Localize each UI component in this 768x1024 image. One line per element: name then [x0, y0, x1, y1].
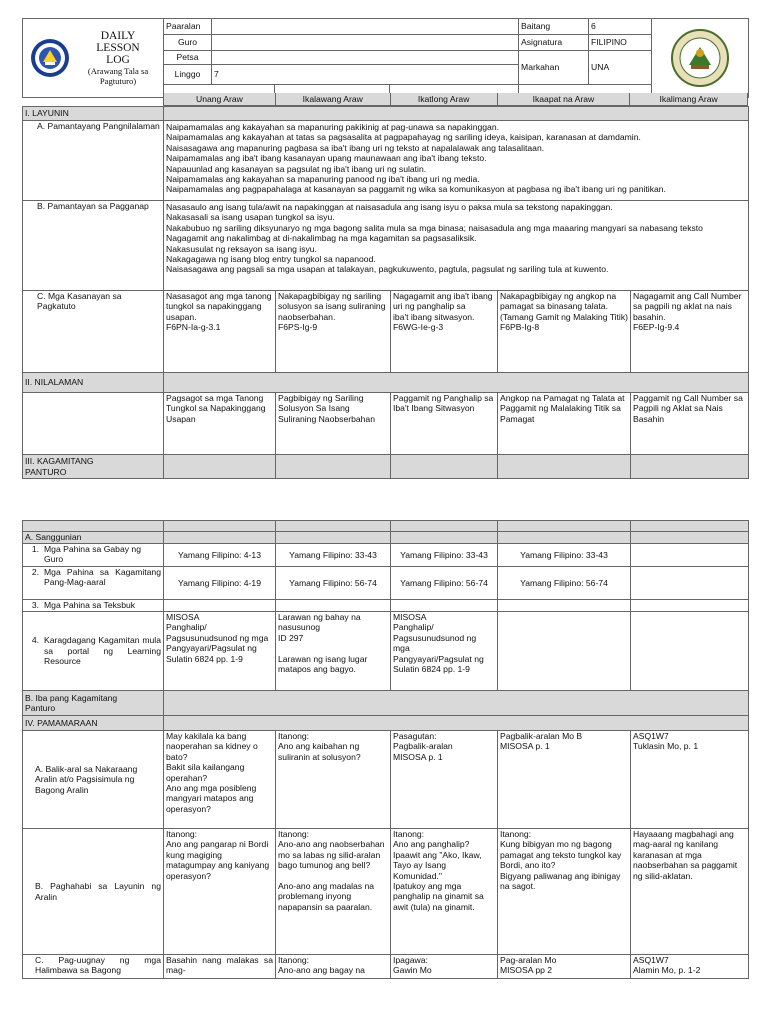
- balik-day2: Itanong: Ano ang kaibahan ng suliranin at solusyon?: [276, 731, 391, 829]
- pag-uugnay-day2: Itanong: Ano-ano ang bagay na: [276, 955, 391, 979]
- guro-value[interactable]: [212, 35, 519, 51]
- paaralan-label: Paaralan: [164, 19, 212, 35]
- kagamitan-day4: Yamang Filipino: 56-74: [498, 567, 631, 600]
- day-headers-overlay: [163, 93, 748, 106]
- kagamitan-day3: Yamang Filipino: 56-74: [391, 567, 498, 600]
- karagdagang-day2: Larawan ng bahay na nasusunog ID 297 Larawan ng isang lugar matapos ang bagyo.: [276, 612, 391, 691]
- day-col-3: Ikatlong Araw: [390, 93, 497, 105]
- paghahabi-day4: Itanong: Kung bibigyan mo ng bagong pamagat ang teksto tungkol kay Bordi, ano ito? Bigyang paliwanag ang ibinigay na sagot.: [498, 829, 631, 955]
- kagamitan-day2: Yamang Filipino: 56-74: [276, 567, 391, 600]
- pamantayang-label-cell: [23, 121, 164, 201]
- pagganap-text: Nasasaulo ang isang tula/awit na napakinggan at naisasadula ang isang isyu o paksa mula sa tekstong napakinggan. Nakasasali sa isang usapan tungkol sa isyu. Nakabubuo ng sariling diksyunaryo ng mga bagong salita mula sa mga binasa; naisasadula ang mga maaaring mangyari sa nabasang teksto Nagagamit ang nakalimbag at di-nakalimbag na mga kagamitan sa pagsasaliksik. Nakasusulat ng reksayon sa isang isyu. Nakagagawa ng isang blog entry tungkol sa napanood. Naisasagawa ang pagsali sa mga usapan at talakayan, pagkukuwento, pagtula, pagsulat ng sariling tula at kuwento.: [164, 201, 749, 291]
- gabay-day2: Yamang Filipino: 33-43: [276, 544, 391, 567]
- petsa-label: Petsa: [164, 51, 212, 65]
- pag-uugnay-label: C. Pag-uugnay ng mga Halimbawa sa Bagong: [35, 955, 161, 976]
- balik-day4: Pagbalik-aralan Mo B MISOSA p. 1: [498, 731, 631, 829]
- dll-title-line2: LESSON: [96, 42, 140, 54]
- pamantayang-text: Naipamamalas ang kakayahan sa mapanuring pakikinig at pag-unawa sa napakinggan. Naipamamalas ang kakayahan at tatas sa pagsasalita at pagpapahayag ng sariling ideya, kaisipan, karanasan at damdamin. Naisasagawa ang mapanuring pagbasa sa iba't ibang uri ng teksto at napalalawak ang talasalitaan. Naipamamalas ang iba't ibang kasanayan upang maunawaan ang iba't ibang teksto. Napauunlad ang kasanayan sa pagsulat ng iba't ibang uri ng sulatin. Naipamamalas ang kakayahan sa mapanuring panood ng iba't ibang uri ng media. Naipamamalas ang pagpapahalaga at kasanayan sa paggamit ng wika sa komunikasyon at pagbasa ng iba't ibang uri ng panitikan.: [164, 121, 749, 201]
- teksbuk-label: Mga Pahina sa Teksbuk: [44, 600, 136, 610]
- gabay-day1: Yamang Filipino: 4-13: [164, 544, 276, 567]
- karagdagang-day1: MISOSA Panghalip/ Pagsusunudsunod ng mga Pangyayari/Pagsulat ng Sulatin 6824 pp. 1-9: [164, 612, 276, 691]
- paghahabi-day1: Itanong: Ano ang pangarap ni Bordi kung magiging matagumpay ang kaniyang operasyon?: [164, 829, 276, 955]
- section-nilalaman: II. NILALAMAN: [23, 373, 164, 393]
- nilalaman-day1: Pagsagot sa mga Tanong Tungkol sa Napakinggang Usapan: [164, 393, 276, 455]
- dll-subtitle: (Arawang Tala sa Pagtuturo): [87, 66, 149, 86]
- section-layunin: I. LAYUNIN: [23, 107, 164, 121]
- balik-day5: ASQ1W7 Tuklasin Mo, p. 1: [631, 731, 749, 829]
- kagamitan-day5: [631, 567, 749, 600]
- linggo-label: Linggo: [164, 65, 212, 85]
- kasanayan-day3: Nagagamit ang iba't ibang uri ng panghalip sa iba't ibang sitwasyon. F6WG-Ie-g-3: [391, 291, 498, 373]
- nilalaman-day4: Angkop na Pamagat ng Talata at Paggamit ng Malalaking Titik sa Pamagat: [498, 393, 631, 455]
- linggo-value: 7: [212, 65, 519, 85]
- kasanayan-day2: Nakapagbibigay ng sariling solusyon sa isang suliraning naobserbahan. F6PS-Ig-9: [276, 291, 391, 373]
- gabay-day3: Yamang Filipino: 33-43: [391, 544, 498, 567]
- karagdagang-label: Karagdagang Kagamitan mula sa portal ng Learning Resource: [44, 635, 161, 667]
- pamamaraan-label: IV. PAMAMARAAN: [23, 716, 164, 731]
- paghahabi-day3: Itanong: Ano ang panghalip? Ipaawit ang "Ako, Ikaw, Tayo ay Isang Komunidad." Ipatukoy ang mga panghalip na ginamit sa awit (tula) na ginamit.: [391, 829, 498, 955]
- markahan-label: Markahan: [519, 51, 589, 85]
- pagganap-label: B. Pamantayan sa Pagganap: [37, 201, 149, 211]
- section-kagamitan: III. KAGAMITANG PANTURO: [23, 455, 164, 479]
- balik-label: A. Balik-aral sa Nakaraang Aralin at/o Pagsisimula ng Bagong Aralin: [35, 763, 138, 795]
- baitang-label: Baitang: [519, 19, 589, 35]
- lesson-log-table-page1: [22, 18, 749, 98]
- kasanayan-day4: Nakapagbibigay ng angkop na pamagat sa binasang talata. (Tamang Gamit ng Malaking Titik) F6PB-Ig-8: [498, 291, 631, 373]
- karagdagang-day5: [631, 612, 749, 691]
- iba-pang-label: B. Iba pang Kagamitang Panturo: [23, 691, 164, 716]
- karagdagang-day4: [498, 612, 631, 691]
- gabay-label: Mga Pahina sa Gabay ng Guro: [44, 544, 141, 565]
- nilalaman-day5: Paggamit ng Call Number sa Pagpili ng Aklat sa Nais Basahin: [631, 393, 749, 455]
- markahan-value: UNA: [589, 51, 652, 85]
- pag-uugnay-day5: ASQ1W7 Alamin Mo, p. 1-2: [631, 955, 749, 979]
- gabay-day5: [631, 544, 749, 567]
- baitang-value: 6: [589, 19, 652, 35]
- seal-cell: [652, 19, 749, 98]
- kasanayan-day1: Nasasagot ang mga tanong tungkol sa napakinggang usapan. F6PN-Ia-g-3.1: [164, 291, 276, 373]
- paaralan-value[interactable]: [212, 19, 519, 35]
- day-col-5: Ikalimang Araw: [629, 93, 748, 105]
- pamantayang-label: A. Pamantayang Pangnilalaman: [37, 121, 160, 131]
- lesson-log-table-page2: A. Sanggunian 1. Mga Pahina sa Gabay ng Guro Yamang Filipino: 4-13 Yamang Filipino: 33-43 Yamang Filipino: 33-43 Yamang Filipino: 33-43 2. Mga Pahina sa Kagamitang Pang-Mag-aaral Yamang Filipino: 4-19 Yamang Filipino: 56-74 Yamang Filipino: 56-74 Yamang Filipino: 56-74 3. Mga Pahina sa Teksbuk 4. Karagdagang Kagamitan mula sa portal ng Learning Resource MISOSA Panghalip/ Pagsusunudsunod ng mga Pangyayari/Pagsulat ng Sulatin 6824 pp. 1-9 Larawan ng bahay na nasusunog ID 297 Larawan ng isang lugar matapos ang bagyo. MISOSA Panghalip/ Pagsusunudsunod ng mga Pangyayari/Pagsulat ng Sulatin 6824 pp. 1-9 B. Iba pang Kagamitang Panturo IV. PAMAMARAAN A. Balik-aral sa Nakaraang Aralin at/o Pagsisimula ng Bagong Aralin May kakilala ka bang naoperahan sa kidney o bato? Bakit sila kailangang operahan? Ano ang mga posibleng mangyari matapos ang operasyon? Itanong: Ano ang kaibahan ng suliranin at solusyon? Pasagutan: Pagbalik-aralan MISOSA p. 1 Pagbalik-aralan Mo B MISOSA p. 1 ASQ1W7 Tuklasin Mo, p. 1 B. Paghahabi sa Layunin ng Aralin Itanong: Ano ang pangarap ni Bordi kung magiging matagumpay ang kaniyang operasyon? Itanong: Ano-ano ang naobserbahan mo sa labas ng silid-aralan bago tumunog ang bell? Ano-ano ang madalas na problemang inyong napapansin sa paaralan. Itanong: Ano ang panghalip? Ipaawit ang "Ako, Ikaw, Tayo ay Isang Komunidad." Ipatukoy ang mga panghalip na ginamit sa awit (tula) na ginamit. Itanong: Kung bibigyan mo ng bagong pamagat ang teksto tungkol kay Bordi, ano ito? Bigyang paliwanag ang ibinigay na sagot. Hayaaang magbahagi ang mag-aaral ng kanilang karanasan at mga naobserbahan sa paggamit ng silid-aklatan. C. Pag-uugnay ng mga Halimbawa sa Bagong Basahin nang malakas sa mag- Itanong: Ano-ano ang bagay na Ipagawa: Gawin Mo Pag-aralan Mo MISOSA pp 2 ASQ1W7 Alamin Mo, p. 1-2: [22, 520, 749, 979]
- asignatura-value: FILIPINO: [589, 35, 652, 51]
- pag-uugnay-day4: Pag-aralan Mo MISOSA pp 2: [498, 955, 631, 979]
- nilalaman-day3: Paggamit ng Panghalip sa Iba't Ibang Sitwasyon: [391, 393, 498, 455]
- day-col-1: Unang Araw: [163, 93, 275, 105]
- petsa-value[interactable]: [212, 51, 519, 65]
- guro-label: Guro: [164, 35, 212, 51]
- kagamitan-label: Mga Pahina sa Kagamitang Pang-Mag-aaral: [44, 567, 161, 588]
- paghahabi-day2: Itanong: Ano-ano ang naobserbahan mo sa labas ng silid-aralan bago tumunog ang bell? Ano-ano ang madalas na problemang inyong napapansin sa paaralan.: [276, 829, 391, 955]
- deped-logo: [23, 38, 73, 78]
- paghahabi-label: B. Paghahabi sa Layunin ng Aralin: [35, 881, 161, 902]
- asignatura-label: Asignatura: [519, 35, 589, 51]
- gabay-day4: Yamang Filipino: 33-43: [498, 544, 631, 567]
- dll-title-line3: LOG: [106, 54, 130, 66]
- sanggunian-label: A. Sanggunian: [23, 532, 164, 544]
- department-seal: [652, 20, 748, 96]
- paghahabi-day5: Hayaaang magbahagi ang mag-aaral ng kanilang karanasan at mga naobserbahan sa paggamit ng silid-aklatan.: [631, 829, 749, 955]
- balik-day1: May kakilala ka bang naoperahan sa kidney o bato? Bakit sila kailangang operahan? Ano ang mga posibleng mangyari matapos ang operasyon?: [164, 731, 276, 829]
- pagganap-label-cell: [23, 201, 164, 291]
- pag-uugnay-day3: Ipagawa: Gawin Mo: [391, 955, 498, 979]
- day-col-4: Ikaapat na Araw: [497, 93, 630, 105]
- kasanayan-label-cell: [23, 291, 164, 373]
- karagdagang-day3: MISOSA Panghalip/ Pagsusunudsunod ng mga Pangyayari/Pagsulat ng Sulatin 6824 pp. 1-9: [391, 612, 498, 691]
- pag-uugnay-day1: Basahin nang malakas sa mag-: [164, 955, 276, 979]
- balik-day3: Pasagutan: Pagbalik-aralan MISOSA p. 1: [391, 731, 498, 829]
- kasanayan-day5: Nagagamit ang Call Number sa pagpili ng aklat na nais basahin. F6EP-Ig-9.4: [631, 291, 749, 373]
- dll-title-line1: DAILY: [100, 30, 136, 42]
- kasanayan-label: C. Mga Kasanayan sa Pagkatuto: [37, 291, 122, 312]
- day-col-2: Ikalawang Araw: [275, 93, 390, 105]
- header-title-cell: [23, 19, 164, 98]
- nilalaman-day2: Pagbibigay ng Sariling Solusyon Sa Isang Suliraning Naobserbahan: [276, 393, 391, 455]
- kagamitan-day1: Yamang Filipino: 4-19: [164, 567, 276, 600]
- lesson-log-body-page1: [22, 106, 749, 479]
